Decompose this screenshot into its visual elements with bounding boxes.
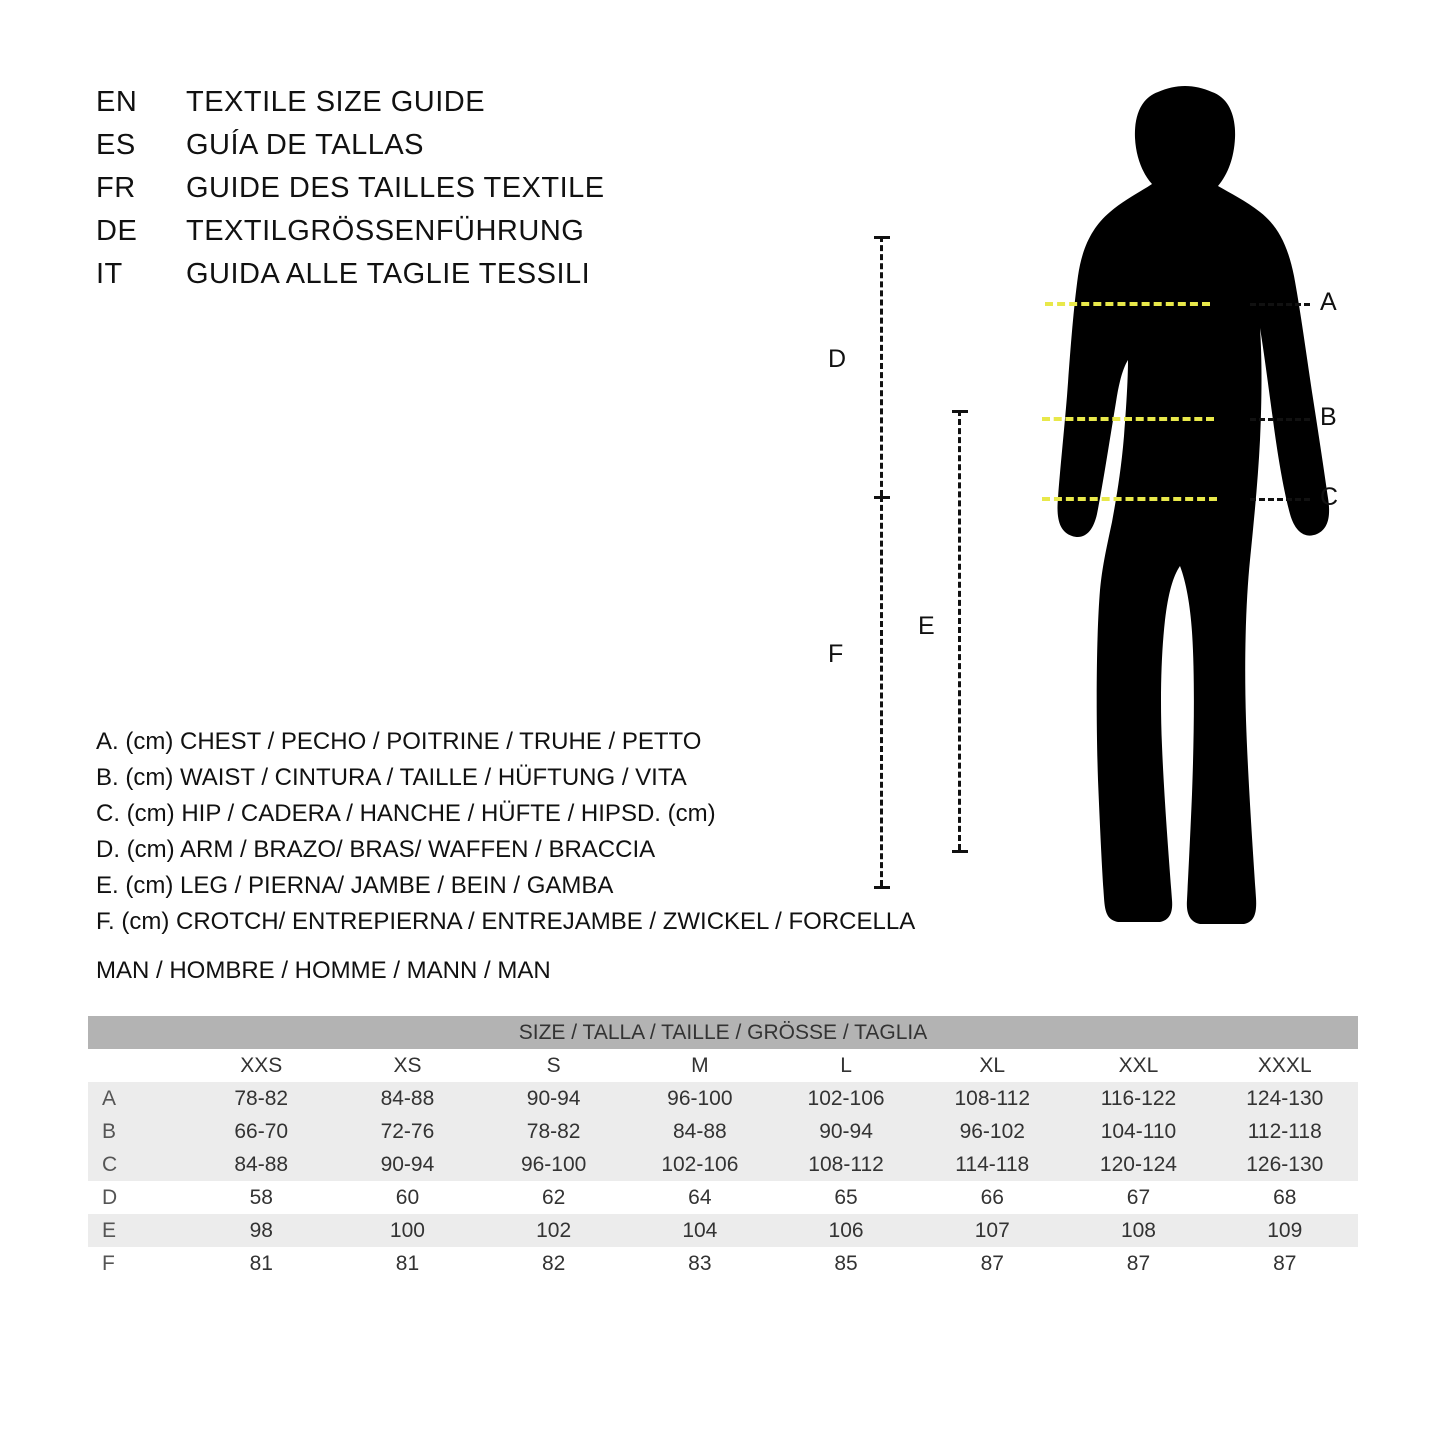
waist-band [1042, 417, 1214, 421]
cell-b-m: 84-88 [627, 1115, 773, 1148]
cell-d-l: 65 [773, 1181, 919, 1214]
table-header-s: S [481, 1049, 627, 1082]
cell-d-xxs: 58 [188, 1181, 334, 1214]
title-text-es: GUÍA DE TALLAS [186, 129, 425, 161]
row-label-e: E [88, 1214, 188, 1247]
cell-f-xxs: 81 [188, 1247, 334, 1280]
title-text-en: TEXTILE SIZE GUIDE [186, 86, 486, 118]
hip-band [1042, 497, 1217, 501]
cell-c-s: 96-100 [481, 1148, 627, 1181]
legend-line-c: C. (cm) HIP / CADERA / HANCHE / HÜFTE / HIPSD. (cm) [96, 800, 716, 827]
legend-line-e: E. (cm) LEG / PIERNA/ JAMBE / BEIN / GAMBA [96, 872, 614, 899]
cell-b-l: 90-94 [773, 1115, 919, 1148]
leg-bracket-bottom-tick [952, 850, 968, 853]
table-header-l: L [773, 1049, 919, 1082]
table-banner: SIZE / TALLA / TAILLE / GRÖSSE / TAGLIA [88, 1016, 1358, 1049]
cell-d-xxl: 67 [1065, 1181, 1211, 1214]
cell-c-xs: 90-94 [334, 1148, 480, 1181]
leg-bracket [958, 410, 961, 850]
legend-line-d: D. (cm) ARM / BRAZO/ BRAS/ WAFFEN / BRACCIA [96, 836, 656, 863]
table-header-row [88, 1049, 1358, 1082]
table-header-xs: XS [334, 1049, 480, 1082]
row-label-c: C [88, 1148, 188, 1181]
arm-bracket [880, 236, 883, 496]
title-lang-de: DE [96, 215, 138, 247]
cell-a-xxxl: 124-130 [1212, 1082, 1358, 1115]
cell-b-xxl: 104-110 [1065, 1115, 1211, 1148]
row-label-f: F [88, 1247, 188, 1280]
cell-e-m: 104 [627, 1214, 773, 1247]
row-label-a: A [88, 1082, 188, 1115]
table-header-corner [88, 1049, 188, 1082]
chest-band [1045, 302, 1210, 306]
cell-c-m: 102-106 [627, 1148, 773, 1181]
cell-e-xs: 100 [334, 1214, 480, 1247]
cell-f-xxl: 87 [1065, 1247, 1211, 1280]
title-lang-en: EN [96, 86, 138, 118]
cell-e-s: 102 [481, 1214, 627, 1247]
title-row-es [96, 129, 796, 167]
title-text-it: GUIDA ALLE TAGLIE TESSILI [186, 258, 591, 290]
table-row [88, 1148, 1358, 1181]
title-row-en [96, 86, 796, 124]
cell-d-xxxl: 68 [1212, 1181, 1358, 1214]
callout-label-e: E [918, 612, 935, 640]
legend-block [96, 724, 916, 940]
row-label-d: D [88, 1181, 188, 1214]
size-table [88, 1016, 1358, 1280]
legend-line-f: F. (cm) CROTCH/ ENTREPIERNA / ENTREJAMBE / ZWICKEL / FORCELLA [96, 908, 916, 935]
callout-label-a: A [1320, 288, 1337, 316]
title-lang-fr: FR [96, 172, 136, 204]
cell-e-xxxl: 109 [1212, 1214, 1358, 1247]
cell-f-xl: 87 [919, 1247, 1065, 1280]
cell-b-xl: 96-102 [919, 1115, 1065, 1148]
cell-d-xl: 66 [919, 1181, 1065, 1214]
cell-d-xs: 60 [334, 1181, 480, 1214]
cell-f-s: 82 [481, 1247, 627, 1280]
size-table-wrap [88, 1016, 1358, 1280]
cell-a-xs: 84-88 [334, 1082, 480, 1115]
table-row [88, 1247, 1358, 1280]
callout-label-d: D [828, 345, 847, 373]
table-banner-row [88, 1016, 1358, 1049]
title-text-de: TEXTILGRÖSSENFÜHRUNG [186, 215, 585, 247]
title-row-fr [96, 172, 796, 210]
title-lang-it: IT [96, 258, 123, 290]
cell-f-m: 83 [627, 1247, 773, 1280]
title-row-de [96, 215, 796, 253]
callout-label-f: F [828, 640, 844, 668]
cell-c-l: 108-112 [773, 1148, 919, 1181]
figure-area [828, 60, 1370, 960]
cell-f-l: 85 [773, 1247, 919, 1280]
gender-label: MAN / HOMBRE / HOMME / MANN / MAN [96, 957, 551, 984]
cell-b-s: 78-82 [481, 1115, 627, 1148]
title-block [96, 86, 796, 301]
cell-c-xxxl: 126-130 [1212, 1148, 1358, 1181]
hip-leader [1250, 498, 1310, 501]
leg-bracket-top-tick [952, 410, 968, 413]
cell-a-l: 102-106 [773, 1082, 919, 1115]
cell-d-m: 64 [627, 1181, 773, 1214]
cell-c-xxs: 84-88 [188, 1148, 334, 1181]
chest-leader [1250, 303, 1310, 306]
callout-label-b: B [1320, 403, 1337, 431]
table-row [88, 1082, 1358, 1115]
legend-line-a: A. (cm) CHEST / PECHO / POITRINE / TRUHE / PETTO [96, 728, 702, 755]
cell-e-xxl: 108 [1065, 1214, 1211, 1247]
cell-a-s: 90-94 [481, 1082, 627, 1115]
cell-a-xxs: 78-82 [188, 1082, 334, 1115]
cell-f-xxxl: 87 [1212, 1247, 1358, 1280]
male-silhouette-icon [1040, 80, 1370, 960]
table-header-m: M [627, 1049, 773, 1082]
table-header-xxl: XXL [1065, 1049, 1211, 1082]
arm-bracket-top-tick [874, 236, 890, 239]
legend-line-b: B. (cm) WAIST / CINTURA / TAILLE / HÜFTUNG / VITA [96, 764, 687, 791]
cell-a-xl: 108-112 [919, 1082, 1065, 1115]
row-label-b: B [88, 1115, 188, 1148]
cell-a-xxl: 116-122 [1065, 1082, 1211, 1115]
title-lang-es: ES [96, 129, 136, 161]
cell-b-xxxl: 112-118 [1212, 1115, 1358, 1148]
cell-b-xs: 72-76 [334, 1115, 480, 1148]
title-row-it [96, 258, 796, 296]
cell-f-xs: 81 [334, 1247, 480, 1280]
cell-c-xxl: 120-124 [1065, 1148, 1211, 1181]
cell-d-s: 62 [481, 1181, 627, 1214]
table-header-xxs: XXS [188, 1049, 334, 1082]
table-row [88, 1214, 1358, 1247]
waist-leader [1250, 418, 1310, 421]
table-header-xl: XL [919, 1049, 1065, 1082]
cell-b-xxs: 66-70 [188, 1115, 334, 1148]
table-row [88, 1181, 1358, 1214]
cell-a-m: 96-100 [627, 1082, 773, 1115]
cell-e-l: 106 [773, 1214, 919, 1247]
cell-e-xl: 107 [919, 1214, 1065, 1247]
table-row [88, 1115, 1358, 1148]
table-header-xxxl: XXXL [1212, 1049, 1358, 1082]
title-text-fr: GUIDE DES TAILLES TEXTILE [186, 172, 605, 204]
callout-label-c: C [1320, 483, 1339, 511]
cell-e-xxs: 98 [188, 1214, 334, 1247]
cell-c-xl: 114-118 [919, 1148, 1065, 1181]
